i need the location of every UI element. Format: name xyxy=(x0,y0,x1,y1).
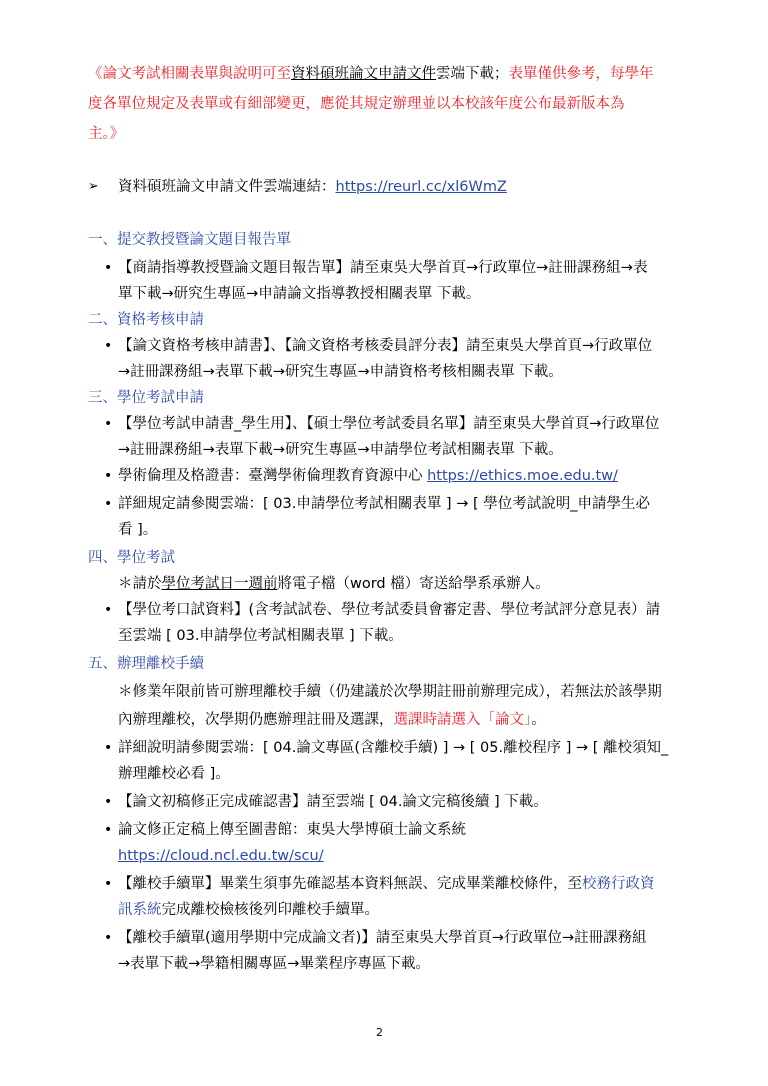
bullet-icon: • xyxy=(104,930,113,946)
s5-item-4-line-1 xyxy=(118,874,655,894)
bullet-icon: • xyxy=(104,822,113,838)
section-2-heading: 二、資格考核申請 xyxy=(88,312,204,328)
cloud-link-url[interactable]: https://reurl.cc/xl6WmZ xyxy=(335,179,507,195)
s3-item-2 xyxy=(118,466,618,486)
bullet-icon: • xyxy=(104,468,113,484)
s4-note xyxy=(118,574,550,594)
s5-item-4-text: 【離校手續單】畢業生須事先確認基本資料無誤、完成畢業離校條件，至 xyxy=(118,876,582,892)
s5-item-5-line-1: 【離校手續單(適用學期中完成論文者)】請至東吳大學首頁→行政單位→註冊課務組 xyxy=(118,930,647,946)
intro-cloud-folder-name: 資料碩班論文申請文件 xyxy=(291,66,436,82)
intro-line-3: 主。》 xyxy=(88,126,125,142)
section-3-heading: 三、學位考試申請 xyxy=(88,390,204,406)
s4-note-b: 將電子檔（word 檔）寄送給學系承辦人。 xyxy=(277,576,550,592)
s5-item-1-line-2: 辦理離校必看 ]。 xyxy=(118,766,230,782)
s5-note-b: 。 xyxy=(531,712,546,728)
s5-item-5-line-2: →表單下載→學籍相關專區→畢業程序專區下載。 xyxy=(118,956,430,972)
thesis-system-url[interactable]: https://cloud.ncl.edu.tw/scu/ xyxy=(118,848,324,864)
bullet-icon: • xyxy=(104,496,113,512)
s3-item-1-line-1: 【學位考試申請書_學生用】、【碩士學位考試委員名單】請至東吳大學首頁→行政單位 xyxy=(118,416,660,432)
s5-item-4-line-2 xyxy=(118,900,379,920)
s3-item-1-line-2: →註冊課務組→表單下載→研究生專區→申請學位考試相關表單 下載。 xyxy=(118,442,563,458)
page-number: 2 xyxy=(376,1026,383,1039)
s2-item-1-line-2: →註冊課務組→表單下載→研究生專區→申請資格考核相關表單 下載。 xyxy=(118,364,563,380)
s5-item-4-text-b: 完成離校檢核後列印離校手續單。 xyxy=(161,902,379,918)
s3-item-3-line-1: 詳細規定請參閱雲端：[ 03.申請學位考試相關表單 ] → [ 學位考試說明_申請學生必 xyxy=(118,496,650,512)
intro-line-1 xyxy=(88,64,654,84)
s3-item-3-line-2: 看 ]。 xyxy=(118,522,158,538)
section-1-heading: 一、提交教授暨論文題目報告單 xyxy=(88,232,291,248)
s4-item-1-line-2: 至雲端 [ 03.申請學位考試相關表單 ] 下載。 xyxy=(118,628,403,644)
s1-item-1-line-2: 單下載→研究生專區→申請論文指導教授相關表單 下載。 xyxy=(118,286,481,302)
s5-note-a: 內辦理離校，次學期仍應辦理註冊及選課， xyxy=(118,712,394,728)
s4-note-a: ＊請於 xyxy=(118,576,162,592)
s4-note-deadline: 學位考試日一週前 xyxy=(161,576,278,592)
s5-item-1-line-1: 詳細說明請參閱雲端：[ 04.論文專區(含離校手續) ] → [ 05.離校程序 ] → [ 離校須知_ xyxy=(118,740,669,756)
cloud-link-row xyxy=(118,177,507,197)
s1-item-1-line-1: 【商請指導教授暨論文題目報告單】請至東吳大學首頁→行政單位→註冊課務組→表 xyxy=(118,260,648,276)
intro-text-b: 雲端下載； xyxy=(436,66,509,82)
s5-note-line-1: ＊修業年限前皆可辦理離校手續（仍建議於次學期註冊前辦理完成），若無法於該學期 xyxy=(118,684,662,700)
bullet-icon: • xyxy=(104,602,113,618)
bullet-icon: • xyxy=(104,794,113,810)
s5-item-4-system-a: 校務行政資 xyxy=(582,876,655,892)
ethics-label: 學術倫理及格證書：臺灣學術倫理教育資源中心 xyxy=(118,468,428,484)
bullet-icon: • xyxy=(104,260,113,276)
ethics-url[interactable]: https://ethics.moe.edu.tw/ xyxy=(427,468,618,484)
intro-line-2: 度各單位規定及表單或有細部變更，應從其規定辦理並以本校該年度公布最新版本為 xyxy=(88,96,625,112)
cloud-link-label: 資料碩班論文申請文件雲端連結： xyxy=(118,179,336,195)
bullet-icon: • xyxy=(104,876,113,892)
section-5-heading: 五、辦理離校手續 xyxy=(88,656,204,672)
s5-item-4-system-b: 訊系統 xyxy=(118,902,162,918)
section-4-heading: 四、學位考試 xyxy=(88,550,175,566)
s4-item-1-line-1: 【學位考口試資料】(含考試試卷、學位考試委員會審定書、學位考試評分意見表）請 xyxy=(118,602,661,618)
bullet-icon: • xyxy=(104,338,113,354)
s5-item-2: 【論文初稿修正完成確認書】請至雲端 [ 04.論文完稿後續 ] 下載。 xyxy=(118,794,548,810)
bullet-icon: • xyxy=(104,416,113,432)
intro-text-c: 表單僅供參考，每學年 xyxy=(508,66,654,82)
s5-item-3-line-1: 論文修正定稿上傳至圖書館：東吳大學博碩士論文系統 xyxy=(118,822,466,838)
bullet-icon: • xyxy=(104,740,113,756)
s2-item-1-line-1: 【論文資格考核申請書】、【論文資格考核委員評分表】請至東吳大學首頁→行政單位 xyxy=(118,338,653,354)
s5-note-line-2 xyxy=(118,710,546,730)
s5-note-red: 選課時請選入「論文」 xyxy=(393,712,532,728)
arrow-bullet-icon: ➢ xyxy=(88,179,99,194)
intro-text-a: 《論文考試相關表單與說明可至 xyxy=(88,66,291,82)
